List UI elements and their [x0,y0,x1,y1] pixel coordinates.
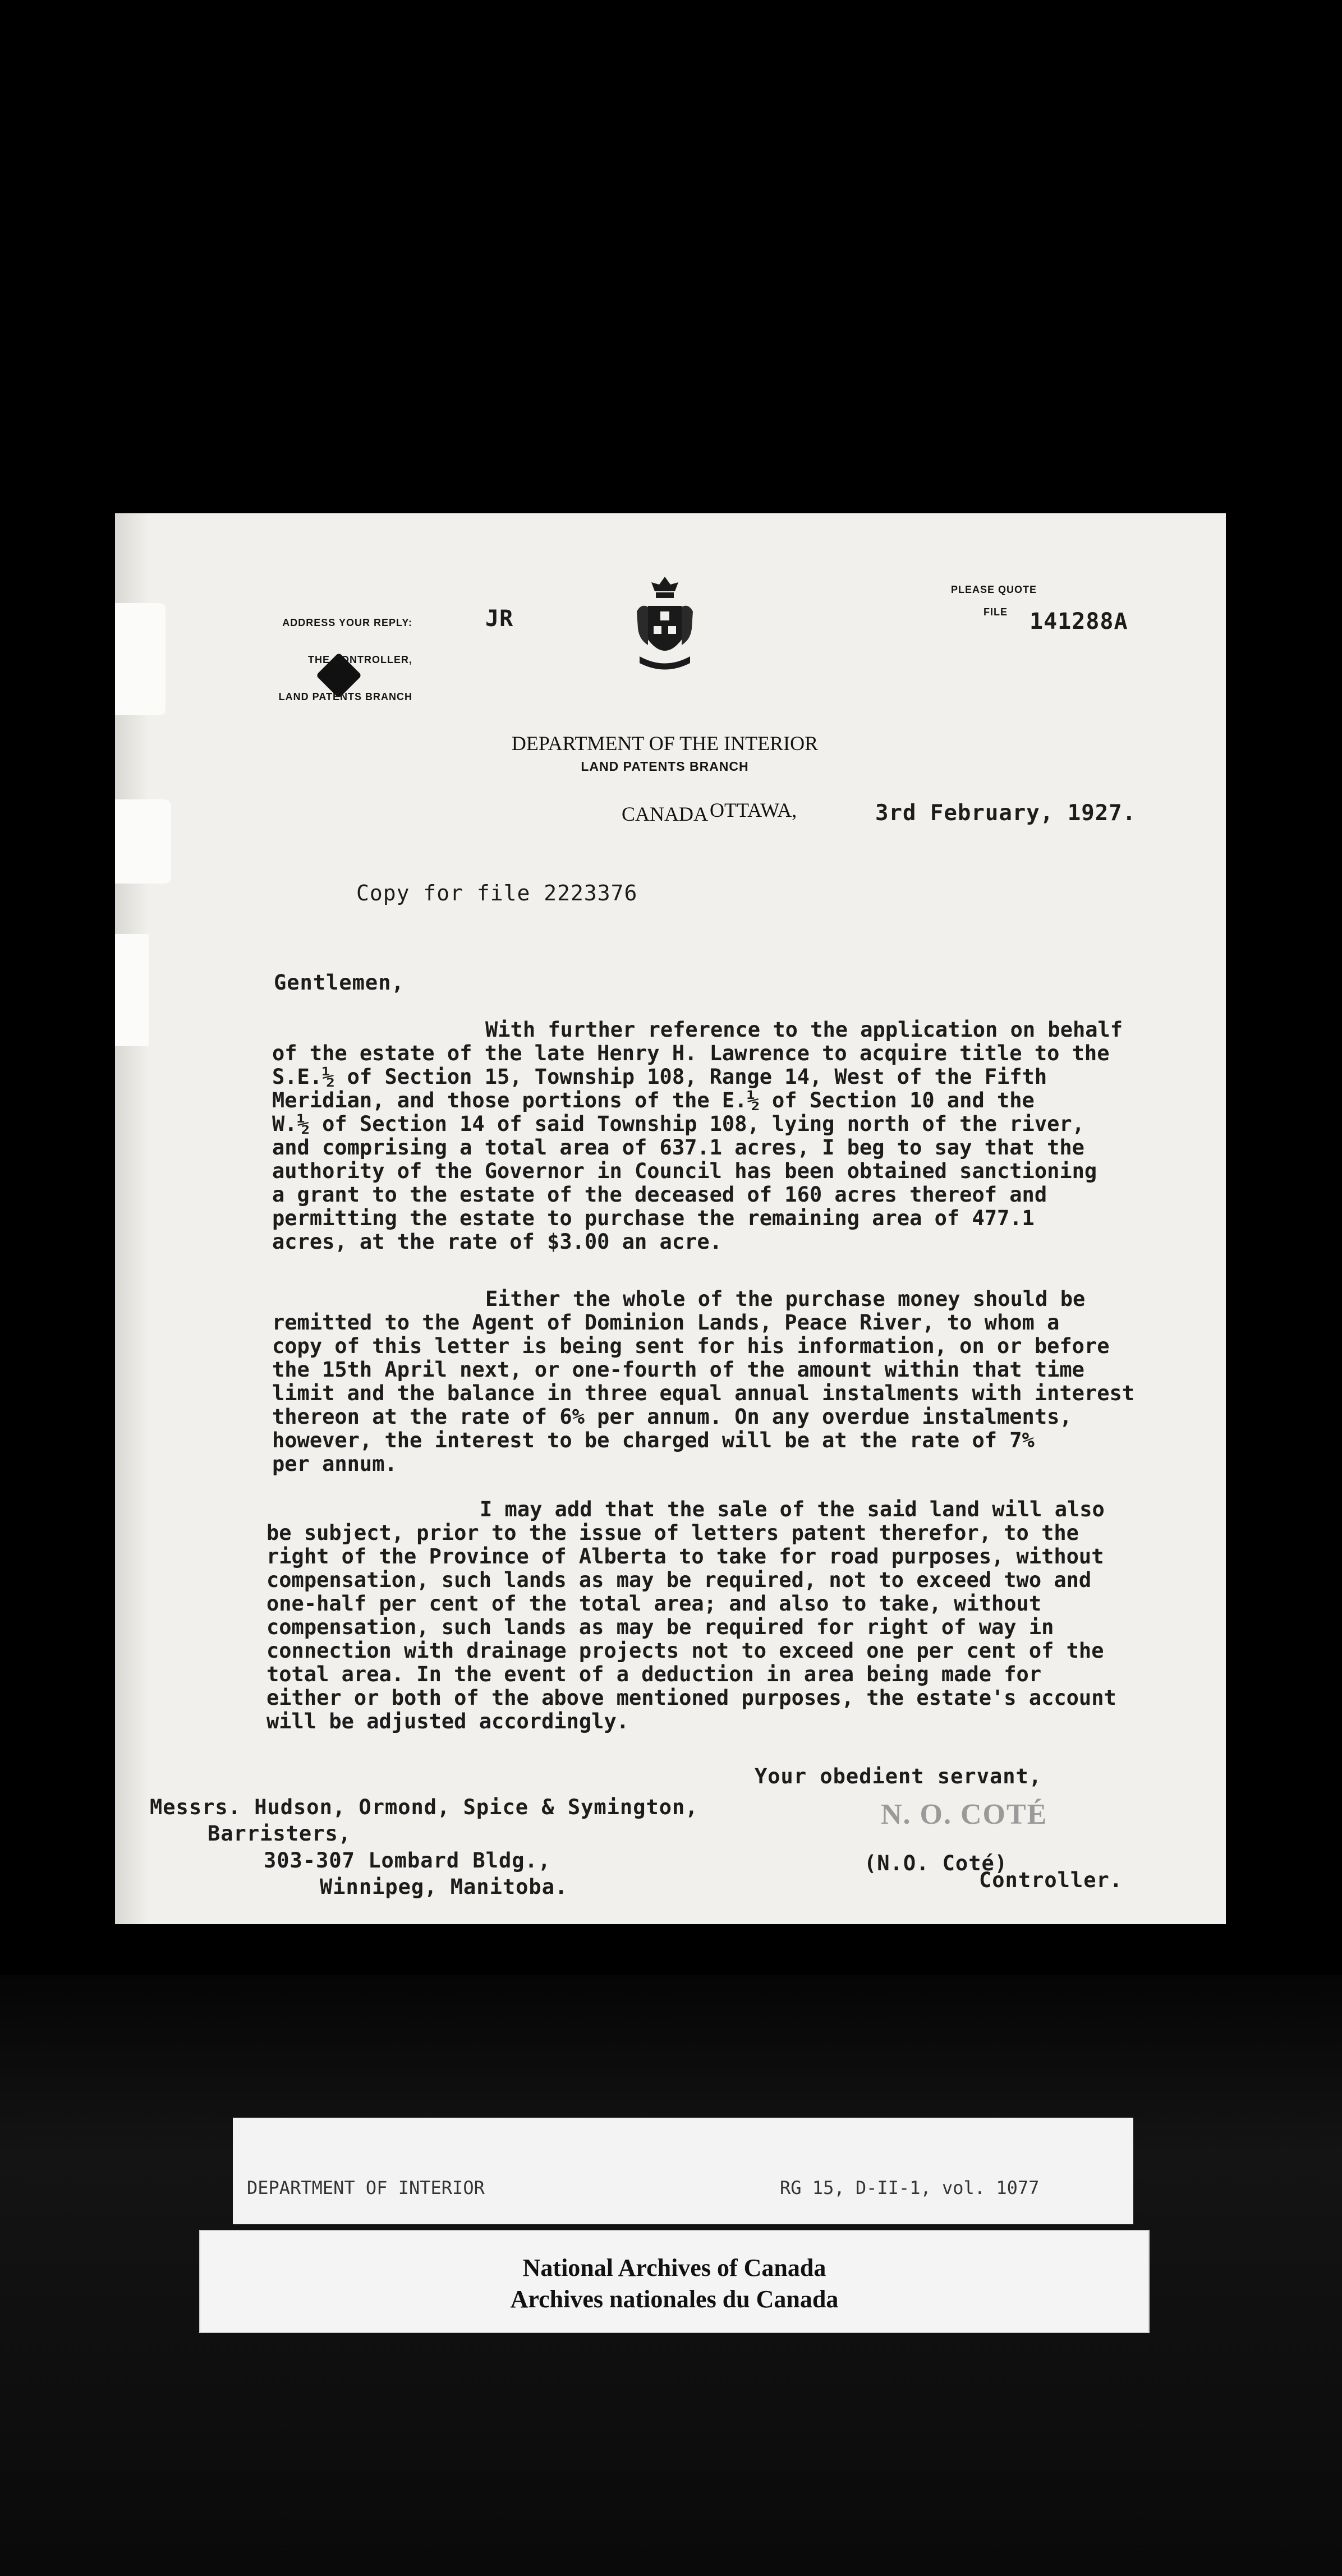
text-line: With further reference to the application on behalf [485,1018,1123,1042]
reply-address-block [210,592,412,728]
text-line: compensation, such lands as may be required, not to exceed two and [266,1568,1092,1592]
letter-page [115,513,1226,1924]
text-line: and comprising a total area of 637.1 acres, I beg to say that the [272,1135,1084,1160]
salutation: Gentlemen, [274,970,405,995]
addressee-line: Barristers, [208,1821,352,1846]
country-name: CANADA [621,803,708,825]
reference-line: DEPARTMENT OF INTERIOR [247,2177,485,2198]
archives-english: National Archives of Canada [522,2254,826,2281]
addressee-line: 303-307 Lombard Bldg., [264,1848,551,1873]
text-line: right of the Province of Alberta to take for road purposes, without [266,1544,1104,1568]
addressee-line: Messrs. Hudson, Ormond, Spice & Symington, [150,1795,698,1819]
name-stamp: N. O. COTÉ [881,1798,1048,1830]
text-line: however, the interest to be charged will be at the rate of 7% [272,1428,1035,1452]
reply-line: THE CONTROLLER, [308,654,412,665]
text-line: permitting the estate to purchase the remaining area of 477.1 [272,1206,1035,1230]
text-line: remitted to the Agent of Dominion Lands, Peace River, to whom a [272,1310,1060,1335]
text-line: acres, at the rate of $3.00 an acre. [272,1230,722,1254]
text-line: of the estate of the late Henry H. Lawrence to acquire title to the [272,1041,1110,1065]
coat-of-arms-icon [631,572,698,676]
text-line: either or both of the above mentioned purposes, the estate's account [266,1686,1116,1710]
archives-credit-box [199,2230,1150,2333]
closing: Your obedient servant, [755,1764,1042,1788]
reply-line: LAND PATENTS BRANCH [278,691,412,702]
text-line: connection with drainage projects not to exceed one per cent of the [266,1639,1104,1663]
body-paragraph-2 [272,1287,1215,1476]
department-name: DEPARTMENT OF THE INTERIOR [511,732,819,755]
text-line: compensation, such lands as may be required for right of way in [266,1615,1054,1639]
text-line: W.½ of Section 14 of said Township 108, lying north of the river, [272,1112,1084,1136]
reference-line: RG 15, D-II-1, vol. 1077 [780,2177,1040,2198]
text-line: a grant to the estate of the deceased of 160 acres thereof and [272,1183,1047,1207]
torn-paper-tab [115,603,166,715]
please-quote-label: PLEASE QUOTE [951,584,1037,595]
initials: JR [485,606,514,632]
signature-title: Controller. [979,1868,1123,1892]
archives-french: Archives nationales du Canada [510,2285,839,2313]
text-line: authority of the Governor in Council has been obtained sanctioning [272,1159,1097,1183]
archives-credit [200,2252,1148,2315]
file-label: FILE [983,606,1008,618]
torn-paper-tab [115,799,171,884]
text-line: Either the whole of the purchase money should be [485,1287,1086,1311]
text-line: be subject, prior to the issue of letters patent therefor, to the [266,1521,1079,1545]
letter-date: 3rd February, 1927. [875,801,1137,826]
text-line: per annum. [272,1452,397,1476]
copy-note: Copy for file 2223376 [356,881,638,905]
torn-paper-tab [115,934,149,1046]
text-line: the 15th April next, or one-fourth of the amount within that time [272,1358,1084,1382]
signature-name: (N.O. Coté) [864,1851,1008,1875]
text-line: Meridian, and those portions of the E.½ of Section 10 and the [272,1088,1035,1112]
text-line: thereon at the rate of 6% per annum. On any overdue instalments, [272,1405,1072,1429]
body-paragraph-1 [272,1018,1215,1254]
page-edge-shadow [115,513,149,1924]
city: OTTAWA, [710,799,797,821]
letterhead [452,684,878,873]
text-line: I may add that the sale of the said land will also [480,1497,1105,1521]
body-paragraph-3 [266,1498,1209,1733]
reply-line: ADDRESS YOUR REPLY: [282,617,412,628]
archival-reference-label [233,2118,1133,2224]
branch-name: LAND PATENTS BRANCH [581,759,749,774]
text-line: total area. In the event of a deduction in area being made for [266,1662,1042,1686]
text-line: copy of this letter is being sent for his information, on or before [272,1334,1110,1358]
file-number: 141288A [1030,609,1128,634]
addressee-line: Winnipeg, Manitoba. [320,1875,568,1899]
text-line: S.E.½ of Section 15, Township 108, Range 14, West of the Fifth [272,1065,1047,1089]
text-line: one-half per cent of the total area; and also to take, without [266,1591,1042,1616]
text-line: will be adjusted accordingly. [266,1709,629,1733]
text-line: limit and the balance in three equal annual instalments with interest [272,1381,1135,1405]
